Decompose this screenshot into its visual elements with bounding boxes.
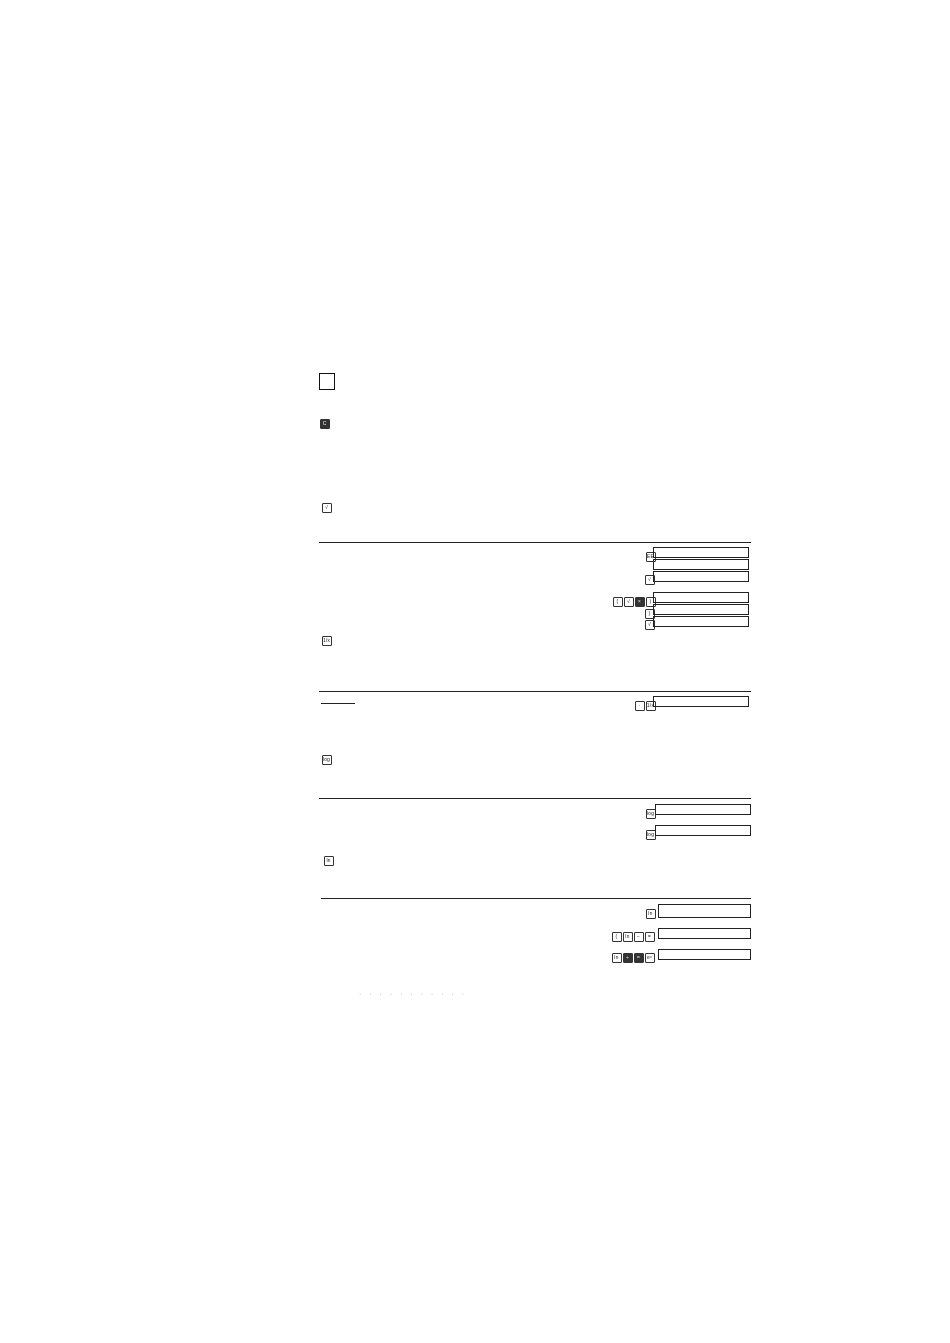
sqrt-key-icon: √ — [645, 620, 655, 630]
readout-ln215 — [658, 904, 751, 918]
multiply-key-icon: × — [635, 597, 645, 607]
exp-key-icon: eˣ — [645, 953, 655, 963]
ln-key-icon: ln — [324, 856, 334, 866]
ln-description — [323, 854, 334, 866]
scan-noise: · · · · · · · · · · · — [359, 991, 468, 998]
header-rule — [319, 542, 751, 543]
readout-4-47 — [653, 592, 749, 603]
log-description — [321, 753, 332, 765]
readout-cube-root — [658, 949, 751, 960]
ln-key-icon: ln — [646, 909, 656, 919]
bracket-close-key-icon: ) — [646, 597, 656, 607]
minus-key-icon: − — [634, 932, 644, 942]
equals-key-icon: = — [645, 932, 655, 942]
exp-key-icon: EE — [646, 554, 655, 560]
clear-key-icon: C — [320, 419, 330, 429]
header-rule — [319, 691, 751, 692]
readout-357-06 — [653, 559, 749, 570]
bracket-key-icon: ( — [612, 932, 622, 942]
reciprocal-key-icon: 1/x — [323, 638, 330, 644]
decimal-key-icon: · — [635, 701, 645, 711]
readout-log2-3 — [655, 825, 751, 836]
readout-18894 — [653, 571, 749, 582]
op-cube-root — [611, 950, 655, 963]
equals-key-icon: = — [634, 953, 644, 963]
readout-357-00 — [653, 547, 749, 558]
section-number-box — [319, 373, 335, 390]
sqrt-key-icon: √ — [322, 503, 332, 513]
readout-log41 — [655, 804, 751, 815]
bracket-close-key-icon: ) — [645, 609, 655, 619]
header-rule — [321, 898, 751, 899]
reciprocal-description — [321, 634, 332, 646]
bracket-key-icon: ( — [613, 597, 623, 607]
sqrt-key-icon: √ — [624, 597, 634, 607]
log-key-icon: log — [646, 811, 655, 817]
readout-ln-difference — [658, 928, 751, 939]
readout-1-52 — [653, 604, 749, 615]
fraction-bar — [321, 703, 355, 704]
intro-paragraph-2 — [319, 418, 751, 429]
page-title — [319, 373, 341, 397]
readout-1-23 — [653, 616, 749, 627]
ln-key-icon: ln — [612, 953, 622, 963]
divide-key-icon: ÷ — [623, 953, 633, 963]
sqrt-description — [321, 501, 332, 513]
op-ln-difference — [611, 929, 655, 942]
reciprocal-key-icon: 1/x — [646, 703, 655, 709]
ln-key-icon: ln — [623, 932, 633, 942]
log-key-icon: log — [646, 832, 655, 838]
readout-reciprocal — [653, 696, 749, 707]
sqrt-key-icon: √ — [645, 575, 655, 585]
log-key-icon: log — [323, 757, 330, 763]
op-215 — [645, 906, 656, 919]
header-rule — [319, 798, 751, 799]
